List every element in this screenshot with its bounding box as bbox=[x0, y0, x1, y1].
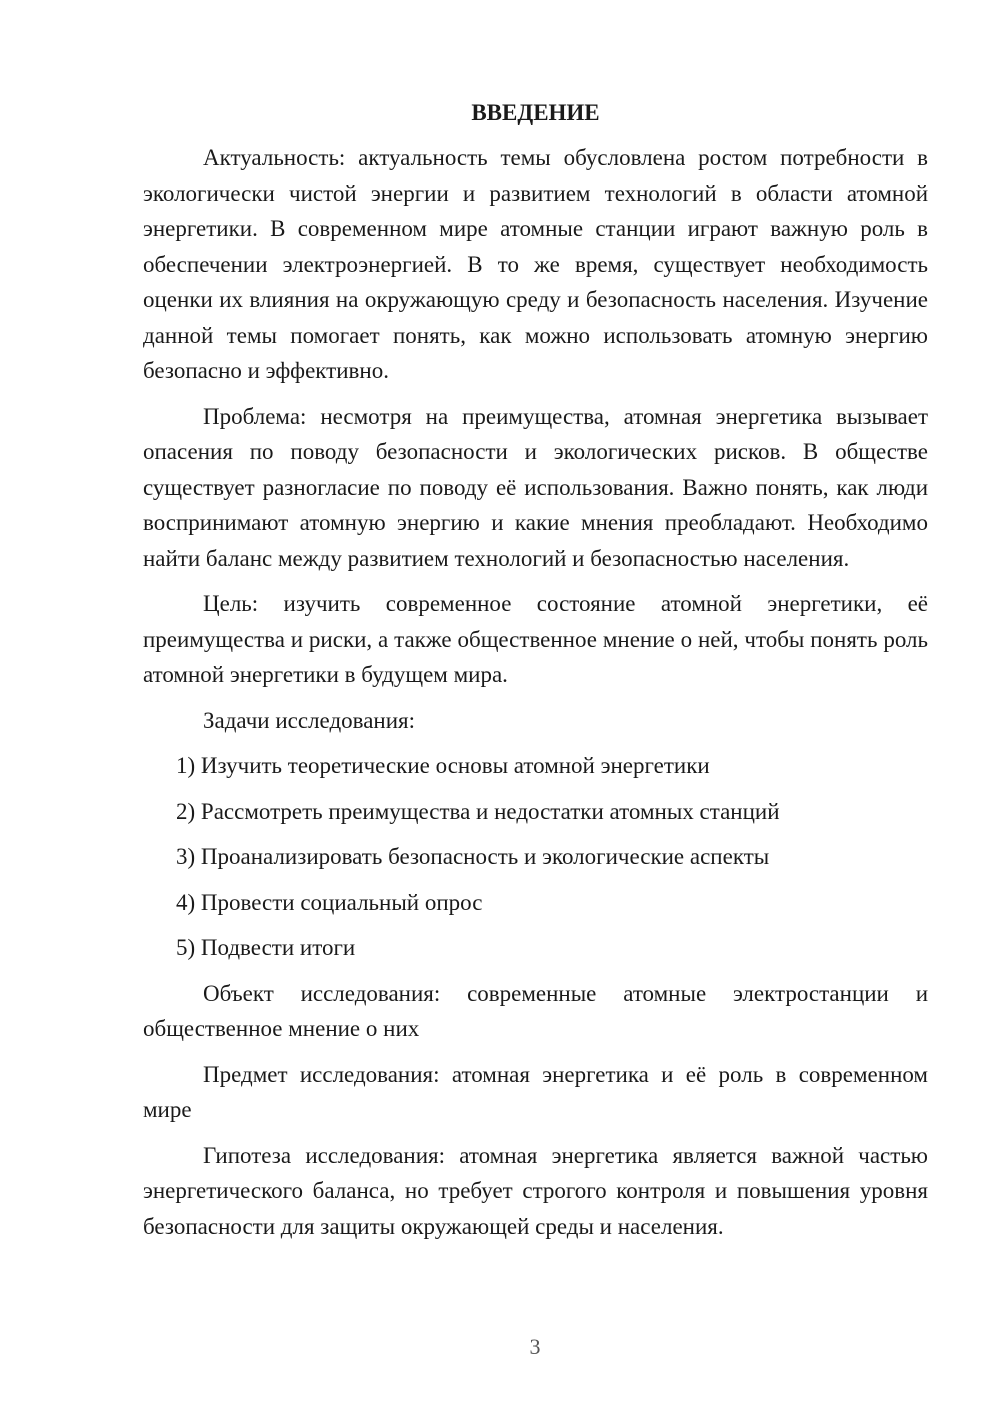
hypothesis-paragraph: Гипотеза исследования: атомная энергетика является важной частью энергетического баланса, но требует строгого контроля и повышения уровня безопасности для защиты окружающей среды и населения. bbox=[143, 1142, 928, 1239]
list-item: 2) Рассмотреть преимущества и недостатки атомных станций bbox=[176, 798, 780, 824]
page-title: ВВЕДЕНИЕ bbox=[471, 100, 600, 125]
page-number: 3 bbox=[529, 1334, 541, 1359]
list-item: 5) Подвести итоги bbox=[176, 935, 356, 960]
list-item: 3) Проанализировать безопасность и экологические аспекты bbox=[176, 844, 770, 869]
tasks-heading: Задачи исследования: bbox=[203, 707, 416, 733]
list-item: 1) Изучить теоретические основы атомной энергетики bbox=[176, 753, 710, 778]
problem-paragraph: Проблема: несмотря на преимущества, атомная энергетика вызывает опасения по поводу безопасности и экологических рисков. В обществе существует разногласие по поводу её использования. Важно понять, как люди воспринимают атомную энергию и какие мнения преобладают. Необходимо найти баланс между развитием технологий и безопасностью населения. bbox=[143, 403, 928, 571]
relevance-paragraph: Актуальность: актуальность темы обусловлена ростом потребности в экологически чистой энергии и развитием технологий в области атомной энергетики. В современном мире атомные станции играют важную роль в обеспечении электроэнергией. В то же время, существует необходимость оценки их влияния на окружающую среду и безопасность населения. Изучение данной темы помогает понять, как можно использовать атомную энергию безопасно и эффективно. bbox=[143, 145, 928, 383]
object-paragraph: Объект исследования: современные атомные электростанции и общественное мнение о них bbox=[143, 980, 928, 1041]
goal-paragraph: Цель: изучить современное состояние атомной энергетики, её преимущества и риски, а также общественное мнение о ней, чтобы понять роль атомной энергетики в будущем мира. bbox=[143, 591, 928, 687]
document-body bbox=[143, 95, 928, 1254]
list-item: 4) Провести социальный опрос bbox=[176, 889, 483, 915]
subject-paragraph: Предмет исследования: атомная энергетика и её роль в современном мире bbox=[143, 1061, 928, 1122]
tasks-list bbox=[143, 748, 928, 966]
